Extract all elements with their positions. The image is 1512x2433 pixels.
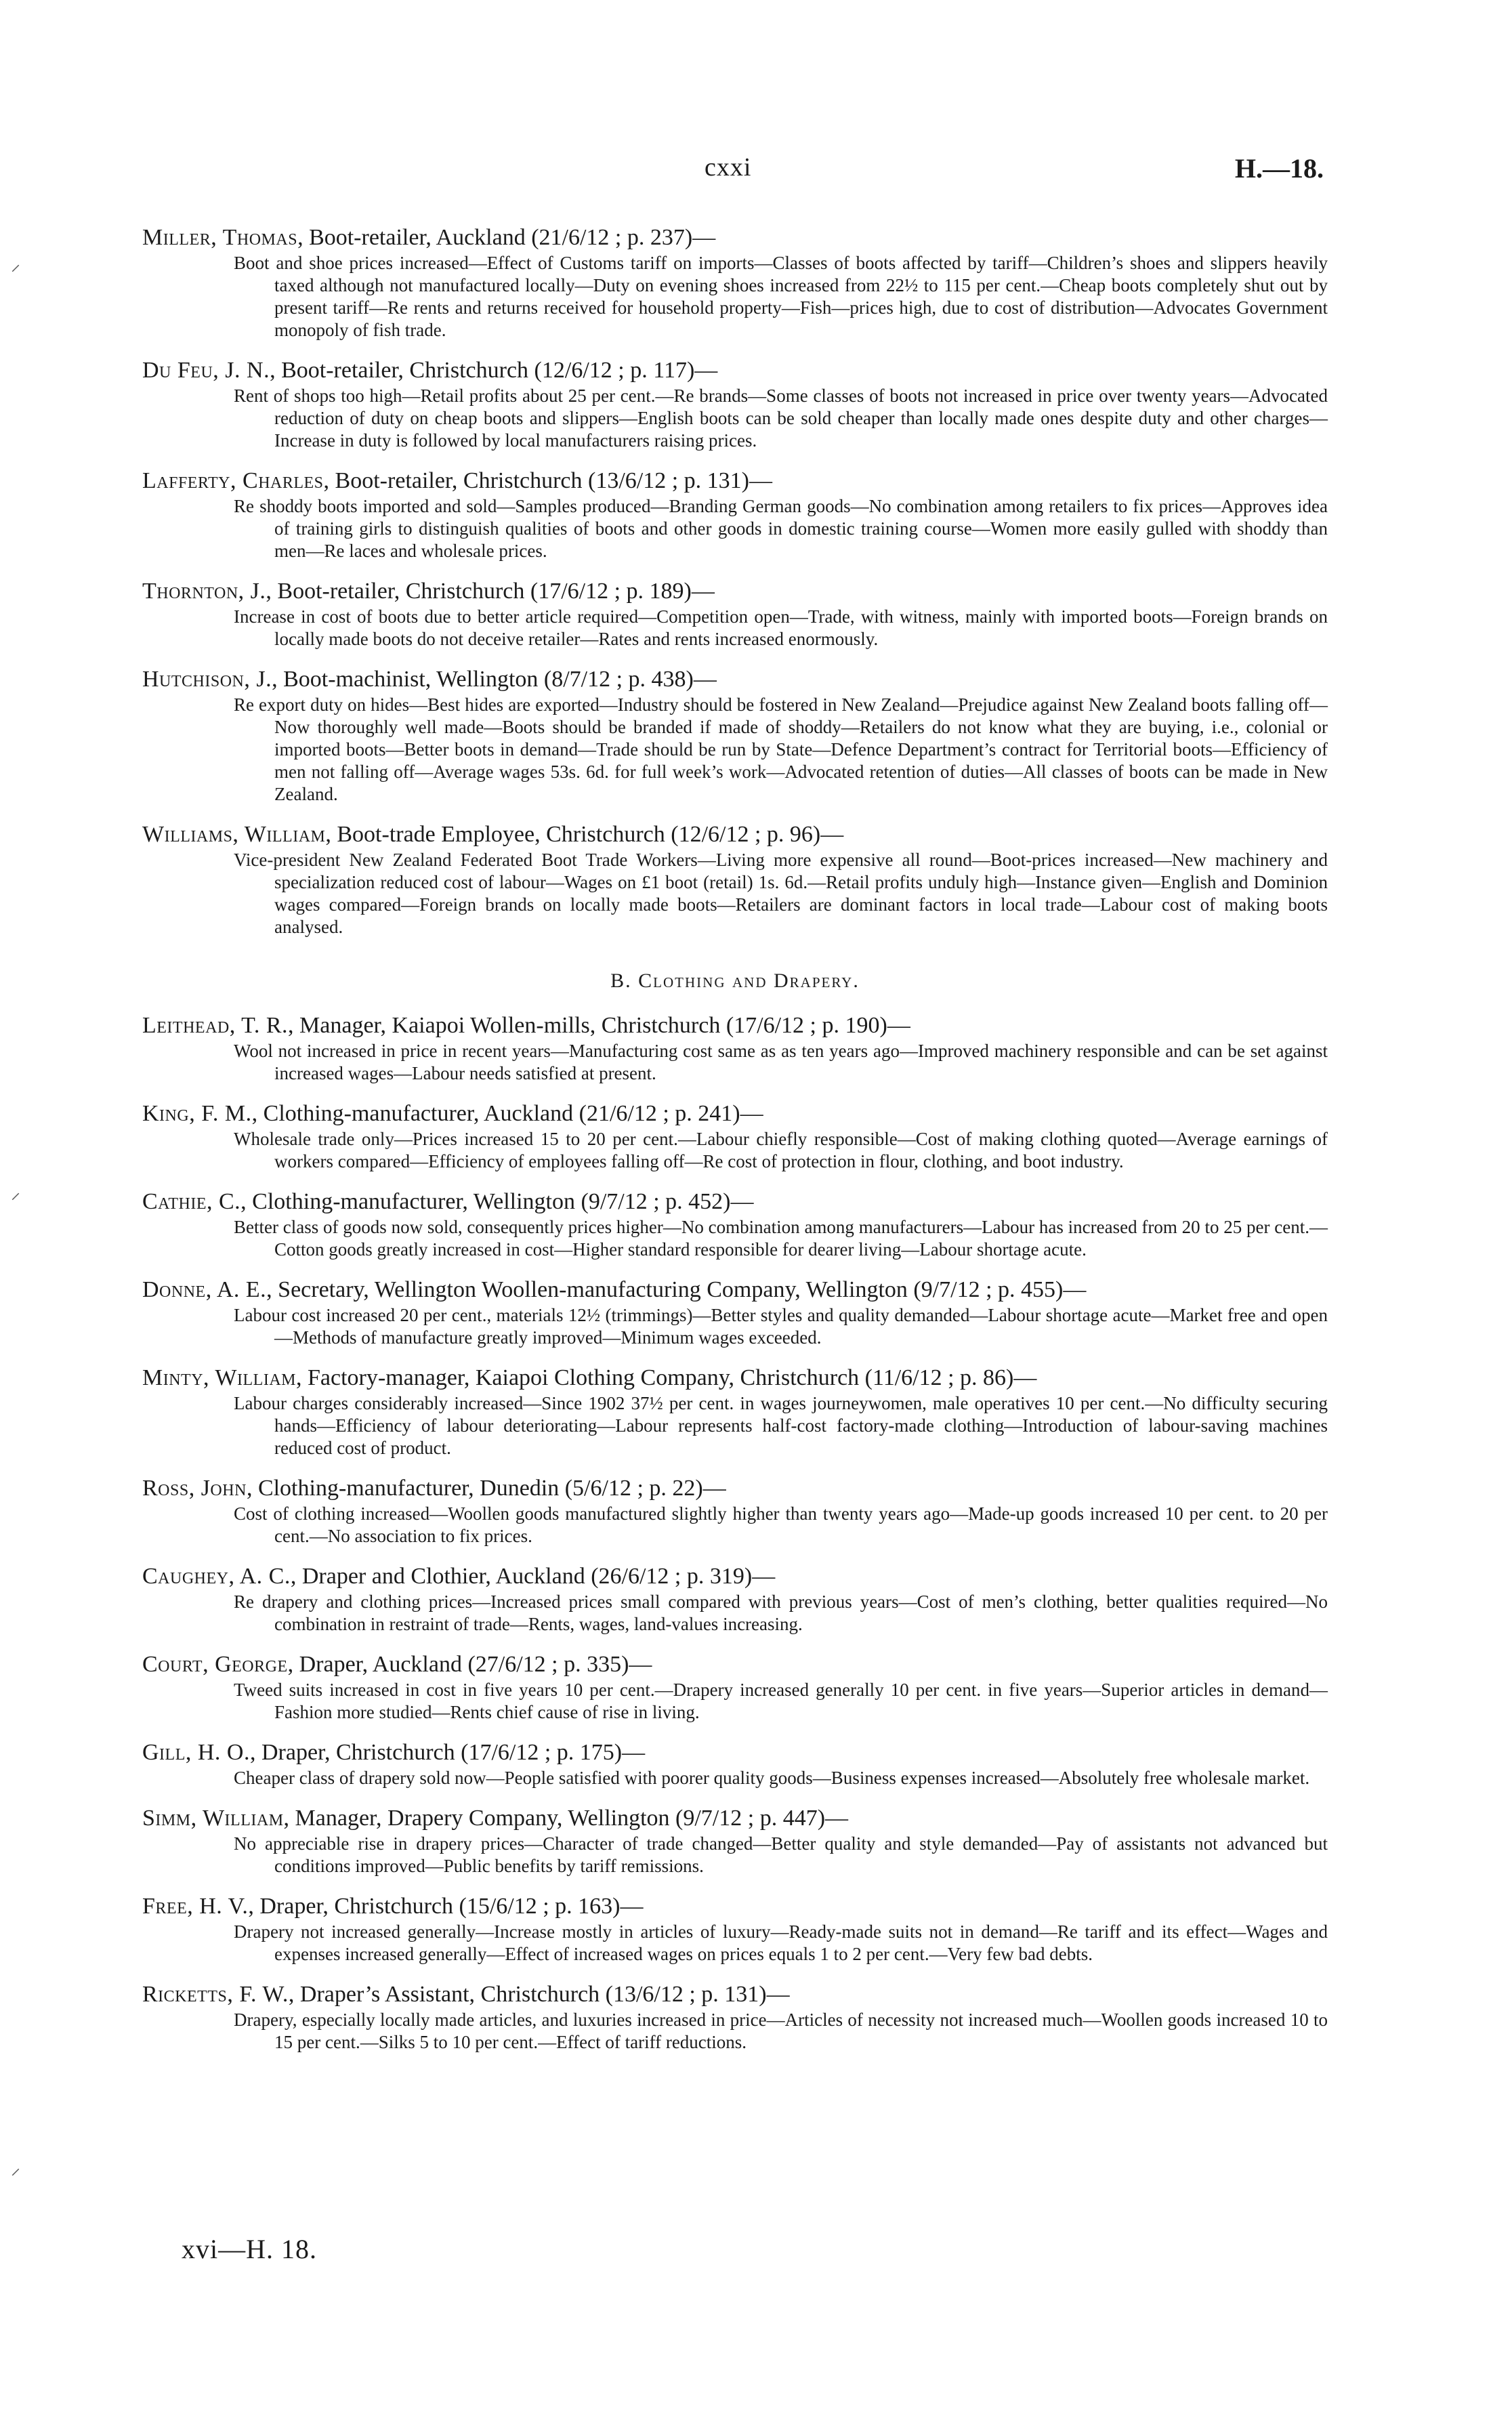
witness-entry [142,1364,1328,1459]
witness-name: Williams, William [142,822,326,847]
witness-name: Minty, William [142,1365,297,1390]
witness-entry [142,1562,1328,1636]
witness-details: , Factory-manager, Kaiapoi Clothing Company, Christchurch (11/6/12 ; p. 86)— [296,1365,1037,1390]
witness-heading [142,1276,1328,1304]
witness-heading [142,1474,1328,1503]
witness-heading [142,820,1328,849]
witness-heading [142,1012,1328,1040]
clothing-drapery-entries [142,1012,1328,2054]
witness-name: Leithead, T. R. [142,1013,289,1038]
witness-entry [142,1804,1328,1877]
witness-name: Ross, John [142,1476,247,1501]
witness-details: , Clothing-manufacturer, Auckland (21/6/12 ; p. 241)— [251,1101,763,1126]
witness-name: Simm, William [142,1806,284,1831]
witness-heading [142,356,1328,385]
witness-entry [142,1650,1328,1724]
witness-entry [142,1892,1328,1966]
witness-heading [142,1188,1328,1216]
main-content [142,224,1328,2068]
witness-heading [142,1650,1328,1679]
evidence-summary: No appreciable rise in drapery prices—Character of trade changed—Better quality and style demanded—Pay of assistants not advanced but conditions improved—Public benefits by tariff remissions. [234,1833,1328,1876]
witness-entry [142,1100,1328,1173]
evidence-summary: Tweed suits increased in cost in five years 10 per cent.—Drapery increased generally 10 per cent. in five years—Superior articles in demand—Fashion more studied—Rents chief cause of rise in living. [234,1680,1328,1722]
evidence-summary: Re drapery and clothing prices—Increased prices small compared with previous years—Cost of men’s clothing, better qualities required—No combination in restraint of trade—Rents, wages, land-values increasing. [234,1592,1328,1634]
witness-entry [142,665,1328,806]
witness-name: Lafferty, Charles [142,468,324,493]
witness-entry [142,467,1328,562]
evidence-summary: Labour charges considerably increased—Since 1902 37½ per cent. in wages journeywomen, male operatives 10 per cent.—No difficulty securing hands—Efficiency of labour deteriorating—Labour represents half-cost factory-made clothing—Introduction of labour-saving machines reduced cost of product. [234,1393,1328,1458]
witness-heading [142,1562,1328,1591]
witness-details: , Boot-trade Employee, Christchurch (12/6/12 ; p. 96)— [325,822,844,847]
witness-name: Court, George [142,1652,288,1677]
evidence-summary: Drapery, especially locally made articles, and luxuries increased in price—Articles of necessity not increased much—Woollen goods increased 10 to 15 per cent.—Silks 5 to 10 per cent.—Effect of tariff reductions. [234,2010,1328,2052]
witness-heading [142,467,1328,495]
witness-details: , Draper, Christchurch (17/6/12 ; p. 175)— [249,1740,646,1765]
witness-entry [142,577,1328,650]
witness-details: , Boot-retailer, Christchurch (17/6/12 ; p. 189)— [266,579,715,604]
evidence-summary: Boot and shoe prices increased—Effect of Customs tariff on imports—Classes of boots affected by tariff—Children’s shoes and slippers heavily taxed although not manufactured locally—Duty on evening shoes increased from 22½ to 115 per cent.—Cheap boots completely shut out by present tariff—Re rents and returns received for household property—Fish—prices high, due to cost of distribution—Advocates Government monopoly of fish trade. [234,253,1328,340]
witness-heading [142,1804,1328,1833]
witness-name: Gill, H. O. [142,1740,250,1765]
witness-details: , Draper’s Assistant, Christchurch (13/6/12 ; p. 131)— [288,1982,790,2007]
witness-name: Donne, A. E. [142,1277,267,1302]
evidence-summary: Rent of shops too high—Retail profits about 25 per cent.—Re brands—Some classes of boots not increased in price over twenty years—Advocated reduction of duty on cheap boots and slippers—English boots can be sold cheaper than locally made ones despite duty and other charges—Increase in duty is followed by local manufacturers raising prices. [234,386,1328,451]
witness-details: , Clothing-manufacturer, Dunedin (5/6/12 ; p. 22)— [246,1476,726,1501]
witness-name: Miller, Thomas [142,225,298,250]
witness-entry [142,1739,1328,1789]
witness-entry [142,224,1328,341]
witness-name: King, F. M. [142,1101,252,1126]
witness-name: Hutchison, J. [142,667,272,692]
witness-heading [142,1364,1328,1392]
evidence-summary: Drapery not increased generally—Increase mostly in articles of luxury—Ready-made suits not in demand—Re tariff and its effect—Wages and expenses increased generally—Effect of increased wages on prices equals 1 to 2 per cent.—Very few bad debts. [234,1921,1328,1964]
witness-heading [142,577,1328,606]
signature-mark: xvi—H. 18. [182,2234,317,2264]
witness-details: , Boot-machinist, Wellington (8/7/12 ; p. 438)— [272,667,717,692]
witness-details: , Boot-retailer, Christchurch (12/6/12 ; p. 117)— [270,358,718,383]
witness-name: Thornton, J. [142,579,266,604]
witness-entry [142,1276,1328,1349]
document-reference: H.—18. [1234,153,1324,184]
witness-name: Free, H. V. [142,1894,249,1919]
witness-entry [142,820,1328,938]
evidence-summary: Cheaper class of drapery sold now—People satisfied with poorer quality goods—Business expenses increased—Absolutely free wholesale market. [234,1768,1310,1788]
evidence-summary: Wool not increased in price in recent years—Manufacturing cost same as as ten years ago—Improved machinery responsible and can be set against increased wages—Labour needs satisfied at present. [234,1041,1328,1083]
witness-details: , Clothing-manufacturer, Wellington (9/7/12 ; p. 452)— [240,1189,754,1214]
witness-name: Du Feu, J. N. [142,358,270,383]
witness-details: , Boot-retailer, Auckland (21/6/12 ; p. 237)— [297,225,716,250]
witness-name: Cathie, C. [142,1189,241,1214]
witness-heading [142,1980,1328,2009]
witness-entry [142,1188,1328,1261]
page-number: cxxi [705,153,752,182]
witness-entry [142,356,1328,452]
witness-name: Ricketts, F. W. [142,1982,289,2007]
witness-name: Caughey, A. C. [142,1564,291,1589]
witness-details: , Manager, Drapery Company, Wellington (9/7/12 ; p. 447)— [283,1806,849,1831]
margin-tick-mark: ⸝ [11,1182,21,1203]
boot-trade-entries [142,224,1328,938]
witness-heading [142,224,1328,252]
witness-heading [142,1892,1328,1921]
page-header [0,152,1512,193]
evidence-summary: Increase in cost of boots due to better article required—Competition open—Trade, with witness, mainly with imported boots—Foreign brands on locally made boots do not deceive retailer—Rates and rents increased enormously. [234,606,1328,649]
margin-tick-mark: ⸝ [11,2158,21,2179]
witness-details: , Draper, Christchurch (15/6/12 ; p. 163)— [248,1894,644,1919]
witness-heading [142,1739,1328,1767]
section-heading-clothing: B. Clothing and Drapery. [610,970,860,992]
witness-heading [142,1100,1328,1128]
witness-details: , Draper and Clothier, Auckland (26/6/12 ; p. 319)— [290,1564,776,1589]
witness-details: , Secretary, Wellington Woollen-manufacturing Company, Wellington (9/7/12 ; p. 455)— [266,1277,1087,1302]
evidence-summary: Better class of goods now sold, consequently prices higher—No combination among manufacturers—Labour has increased from 20 to 25 per cent.—Cotton goods greatly increased in cost—Higher standard responsible for dearer living—Labour shortage acute. [234,1217,1328,1260]
evidence-summary: Cost of clothing increased—Woollen goods manufactured slightly higher than twenty years ago—Made-up goods increased 10 per cent. to 20 per cent.—No association to fix prices. [234,1503,1328,1546]
witness-heading [142,665,1328,694]
witness-details: , Boot-retailer, Christchurch (13/6/12 ; p. 131)— [323,468,772,493]
evidence-summary: Wholesale trade only—Prices increased 15 to 20 per cent.—Labour chiefly responsible—Cost of making clothing quoted—Average earnings of workers compared—Efficiency of employees falling off—Re cost of protection in flour, clothing, and boot industry. [234,1129,1328,1171]
evidence-summary: Labour cost increased 20 per cent., materials 12½ (trimmings)—Better styles and quality demanded—Labour shortage acute—Market free and open—Methods of manufacture greatly improved—Minimum wages exceeded. [234,1305,1328,1348]
evidence-summary: Re export duty on hides—Best hides are exported—Industry should be fostered in New Zealand—Prejudice against New Zealand boots falling off—Now thoroughly well made—Boots should be branded if made of shoddy—Retailers do not know what they are buying, i.e., colonial or imported boots—Better boots in demand—Trade should be run by State—Defence Department’s contract for Territorial boots—Efficiency of men not falling off—Average wages 53s. 6d. for full week’s work—Advocated retention of duties—All classes of boots can be made in New Zealand. [234,694,1328,804]
evidence-summary: Vice-president New Zealand Federated Boot Trade Workers—Living more expensive all round—Boot-prices increased—New machinery and specialization reduced cost of labour—Wages on £1 boot (retail) 1s. 6d.—Retail profits unduly high—Instance given—English and Dominion wages compared—Foreign brands on locally made boots—Retailers are dominant factors in local trade—Labour cost of making boots analysed. [234,850,1328,937]
witness-entry [142,1980,1328,2054]
evidence-summary: Re shoddy boots imported and sold—Samples produced—Branding German goods—No combination among retailers to fix prices—Approves idea of training girls to distinguish qualities of boots and other goods in domestic training course—Women more easily gulled with shoddy than men—Re laces and wholesale prices. [234,496,1328,561]
witness-entry [142,1012,1328,1085]
witness-entry [142,1474,1328,1547]
margin-tick-mark: ⸝ [11,254,21,275]
witness-details: , Draper, Auckland (27/6/12 ; p. 335)— [287,1652,652,1677]
witness-details: , Manager, Kaiapoi Wollen-mills, Christchurch (17/6/12 ; p. 190)— [288,1013,910,1038]
